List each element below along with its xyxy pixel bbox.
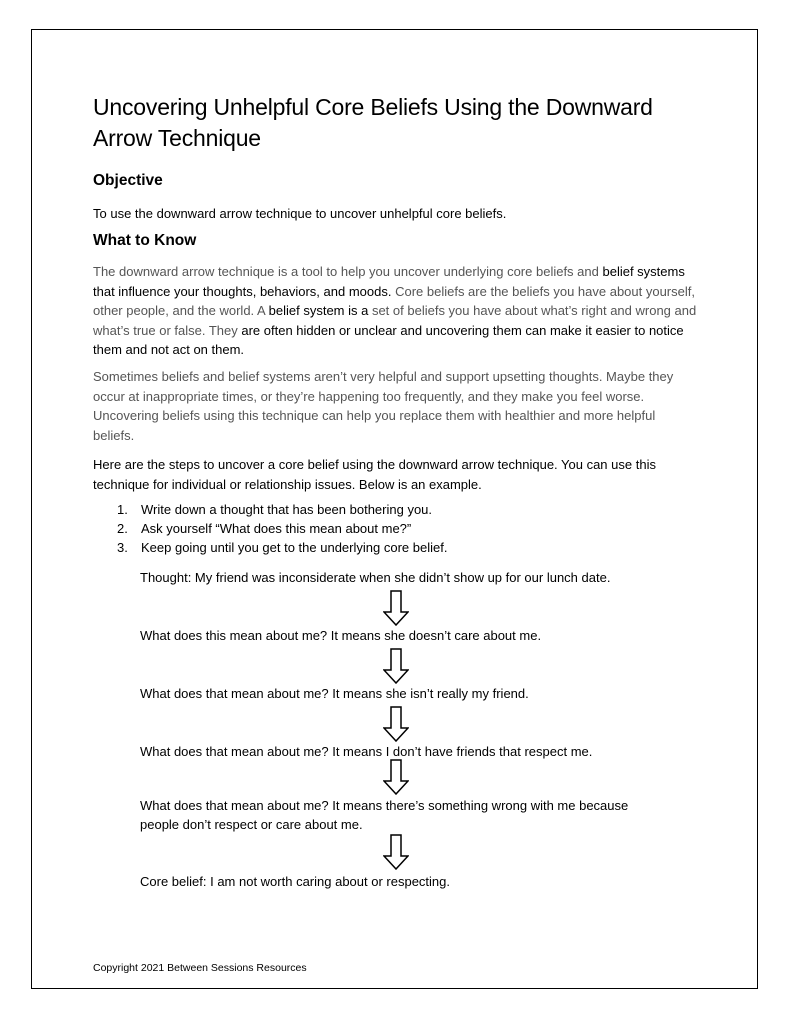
what-to-know-para3: Here are the steps to uncover a core belief using the downward arrow technique. You can use this technique for individual or relationship issues. Below is an example. xyxy=(93,457,656,492)
para1-seg4: belief system is a xyxy=(268,303,369,318)
step-text: Write down a thought that has been bothering you. xyxy=(141,502,433,517)
down-arrow-icon xyxy=(383,590,409,626)
para1-seg2: belief systems that influence your thoughts, behaviors, and moods. xyxy=(93,264,685,299)
para1-seg3: Core beliefs are the beliefs you have about yourself, other people, and the world. A xyxy=(93,283,695,318)
down-arrow-icon xyxy=(383,759,409,795)
down-arrow-icon xyxy=(383,706,409,742)
copyright-footer: Copyright 2021 Between Sessions Resources xyxy=(93,962,307,974)
example-question-2: What does that mean about me? It means she isn’t really my friend. xyxy=(140,686,529,701)
step-number: 2. xyxy=(117,521,128,536)
example-question-4: What does that mean about me? It means there’s something wrong with me because people don’t respect or care about me. xyxy=(140,798,629,832)
step-number: 3. xyxy=(117,540,128,555)
step-item xyxy=(117,500,697,519)
what-to-know-para1 xyxy=(93,262,703,360)
page-title-line2: Arrow Technique xyxy=(93,125,261,151)
para1-seg6: are often hidden or unclear and uncovering them can make it easier to notice them and not act on them. xyxy=(93,322,684,357)
example-question-3: What does that mean about me? It means I don’t have friends that respect me. xyxy=(140,744,593,759)
step-number: 1. xyxy=(117,502,128,517)
step-text: Keep going until you get to the underlying core belief. xyxy=(141,540,448,555)
objective-heading: Objective xyxy=(93,172,163,189)
what-to-know-para2: Sometimes beliefs and belief systems aren’t very helpful and support upsetting thoughts. Maybe they occur at inappropriate times, or they’re happening too frequently, and they make you feel worse. Uncovering beliefs using this technique can help you replace them with healthier and more helpful beliefs. xyxy=(93,369,674,443)
para1-seg1: The downward arrow technique is a tool to help you uncover underlying core beliefs and xyxy=(93,264,603,279)
page-title xyxy=(93,92,733,154)
down-arrow-icon xyxy=(383,834,409,870)
example-thought: Thought: My friend was inconsiderate when she didn’t show up for our lunch date. xyxy=(140,570,611,585)
title-block xyxy=(93,92,733,154)
step-item xyxy=(117,519,697,538)
example-core-belief: Core belief: I am not worth caring about or respecting. xyxy=(140,874,450,889)
example-question-1: What does this mean about me? It means she doesn’t care about me. xyxy=(140,628,542,643)
what-to-know-heading: What to Know xyxy=(93,232,197,249)
para1-seg5: set of beliefs you have about what’s right and wrong and what’s true or false. They xyxy=(93,303,697,338)
step-text: Ask yourself “What does this mean about me?” xyxy=(141,521,412,536)
down-arrow-icon xyxy=(383,648,409,684)
objective-text: To use the downward arrow technique to uncover unhelpful core beliefs. xyxy=(93,206,507,221)
page-title-line1: Uncovering Unhelpful Core Beliefs Using the Downward xyxy=(93,94,653,120)
step-item xyxy=(117,538,697,557)
steps-list xyxy=(117,500,697,557)
